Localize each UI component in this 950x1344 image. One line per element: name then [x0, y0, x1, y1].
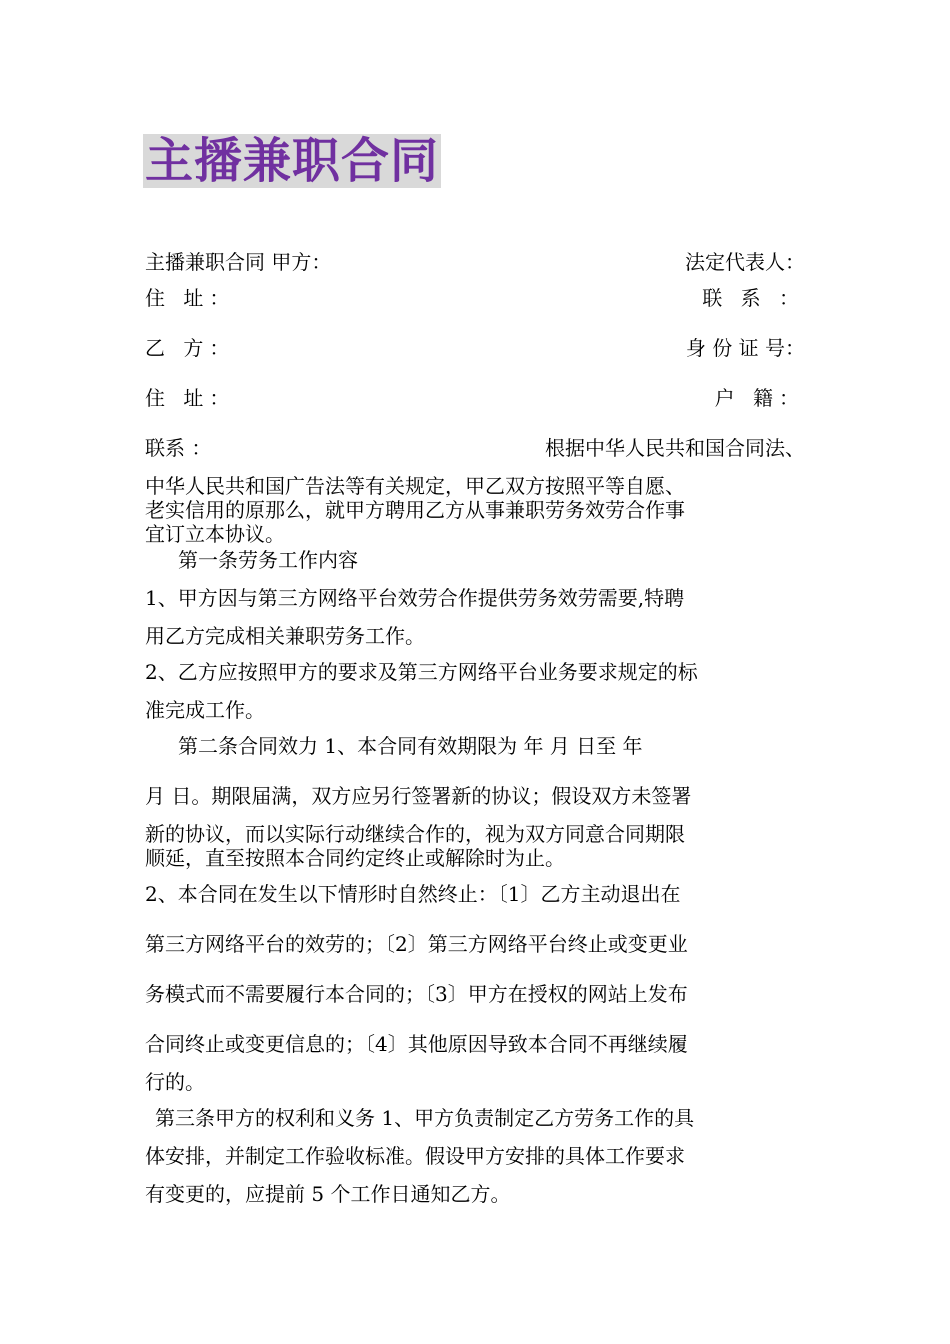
legal-rep-label: 法定代表人： — [685, 250, 805, 274]
document-title: 主播兼职合同 — [145, 133, 440, 189]
article-2-clause-1: 顺延，直至按照本合同约定终止或解除时为止。 — [145, 846, 565, 870]
article-1-clause-1: 1、甲方因与第三方网络平台效劳合作提供劳务效劳需要,特聘 — [145, 586, 685, 610]
article-2-clause-2: 行的。 — [145, 1070, 205, 1094]
party-b-contact-label: 联系 ： — [145, 436, 212, 460]
article-1-clause-2: 准完成工作。 — [145, 698, 265, 722]
party-b-address-label: 住 址： — [145, 386, 236, 410]
article-1-clause-1: 用乙方完成相关兼职劳务工作。 — [145, 624, 425, 648]
article-2-clause-2: 务模式而不需要履行本合同的；〔3〕甲方在授权的网站上发布 — [145, 982, 688, 1006]
preamble-start: 根据中华人民共和国合同法、 — [545, 436, 805, 460]
preamble-line: 老实信用的原那么，就甲方聘用乙方从事兼职劳务效劳合作事 — [145, 498, 685, 522]
party-b-label: 乙 方： — [145, 336, 236, 360]
article-2-heading: 第二条合同效力 1、本合同有效期限为 年 月 日至 年 — [178, 734, 643, 758]
article-1-heading: 第一条劳务工作内容 — [178, 548, 358, 572]
preamble-line: 中华人民共和国广告法等有关规定，甲乙双方按照平等自愿、 — [145, 474, 685, 498]
article-2-clause-1: 月 日。期限届满，双方应另行签署新的协议；假设双方未签署 — [145, 784, 692, 808]
article-3-clause-1: 有变更的，应提前 5 个工作日通知乙方。 — [145, 1182, 511, 1206]
article-2-clause-2: 第三方网络平台的效劳的；〔2〕第三方网络平台终止或变更业 — [145, 932, 688, 956]
household-label: 户 籍： — [714, 386, 805, 410]
article-2-clause-2: 2、本合同在发生以下情形时自然终止：〔1〕乙方主动退出在 — [145, 882, 681, 906]
party-a-label: 主播兼职合同 甲方： — [145, 250, 332, 274]
article-2-clause-1: 新的协议，而以实际行动继续合作的，视为双方同意合同期限 — [145, 822, 685, 846]
id-number-label: 身 份 证 号： — [685, 336, 805, 360]
party-a-address-label: 住 址： — [145, 286, 236, 310]
party-a-contact-label: 联 系 ： — [702, 286, 805, 310]
article-3-heading: 第三条甲方的权利和义务 1、甲方负责制定乙方劳务工作的具 — [155, 1106, 695, 1130]
preamble-line: 宜订立本协议。 — [145, 522, 285, 546]
article-1-clause-2: 2、乙方应按照甲方的要求及第三方网络平台业务要求规定的标 — [145, 660, 698, 684]
title-highlight — [143, 134, 441, 188]
article-2-clause-2: 合同终止或变更信息的；〔4〕其他原因导致本合同不再继续履 — [145, 1032, 688, 1056]
article-3-clause-1: 体安排，并制定工作验收标准。假设甲方安排的具体工作要求 — [145, 1144, 685, 1168]
